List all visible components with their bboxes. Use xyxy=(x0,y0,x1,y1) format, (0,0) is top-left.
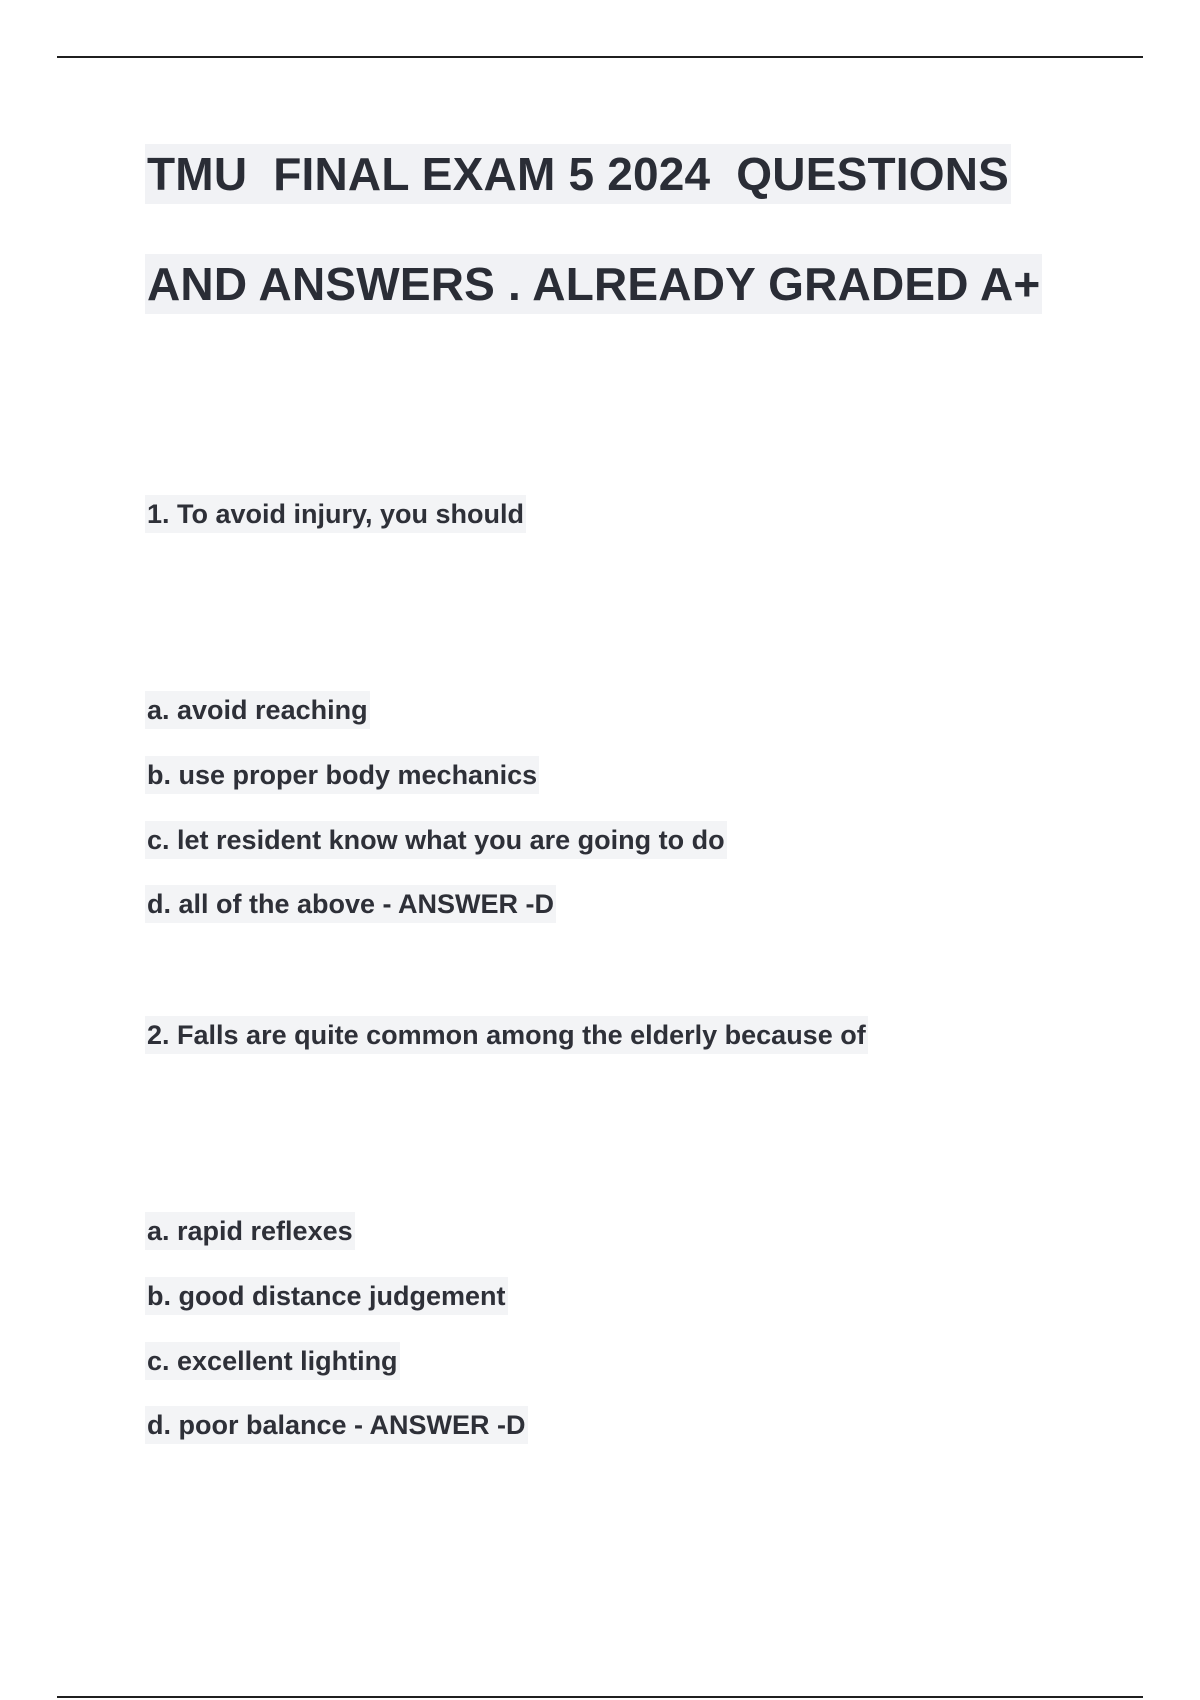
q2-option-a: a. rapid reflexes xyxy=(145,1212,355,1250)
q1-option-d-answer: d. all of the above - ANSWER -D xyxy=(145,885,556,923)
top-rule xyxy=(57,56,1143,58)
question-1: 1. To avoid injury, you should xyxy=(145,495,526,533)
q1-option-c: c. let resident know what you are going to do xyxy=(145,821,727,859)
bottom-rule xyxy=(57,1696,1143,1698)
document-title-line-2: AND ANSWERS . ALREADY GRADED A+ xyxy=(145,254,1042,314)
document-title-line-1: TMU FINAL EXAM 5 2024 QUESTIONS xyxy=(145,144,1011,204)
q1-option-b: b. use proper body mechanics xyxy=(145,756,539,794)
q1-option-a: a. avoid reaching xyxy=(145,691,370,729)
question-2: 2. Falls are quite common among the elderly because of xyxy=(145,1016,868,1054)
q2-option-c: c. excellent lighting xyxy=(145,1342,400,1380)
q2-option-b: b. good distance judgement xyxy=(145,1277,508,1315)
q2-option-d-answer: d. poor balance - ANSWER -D xyxy=(145,1406,528,1444)
